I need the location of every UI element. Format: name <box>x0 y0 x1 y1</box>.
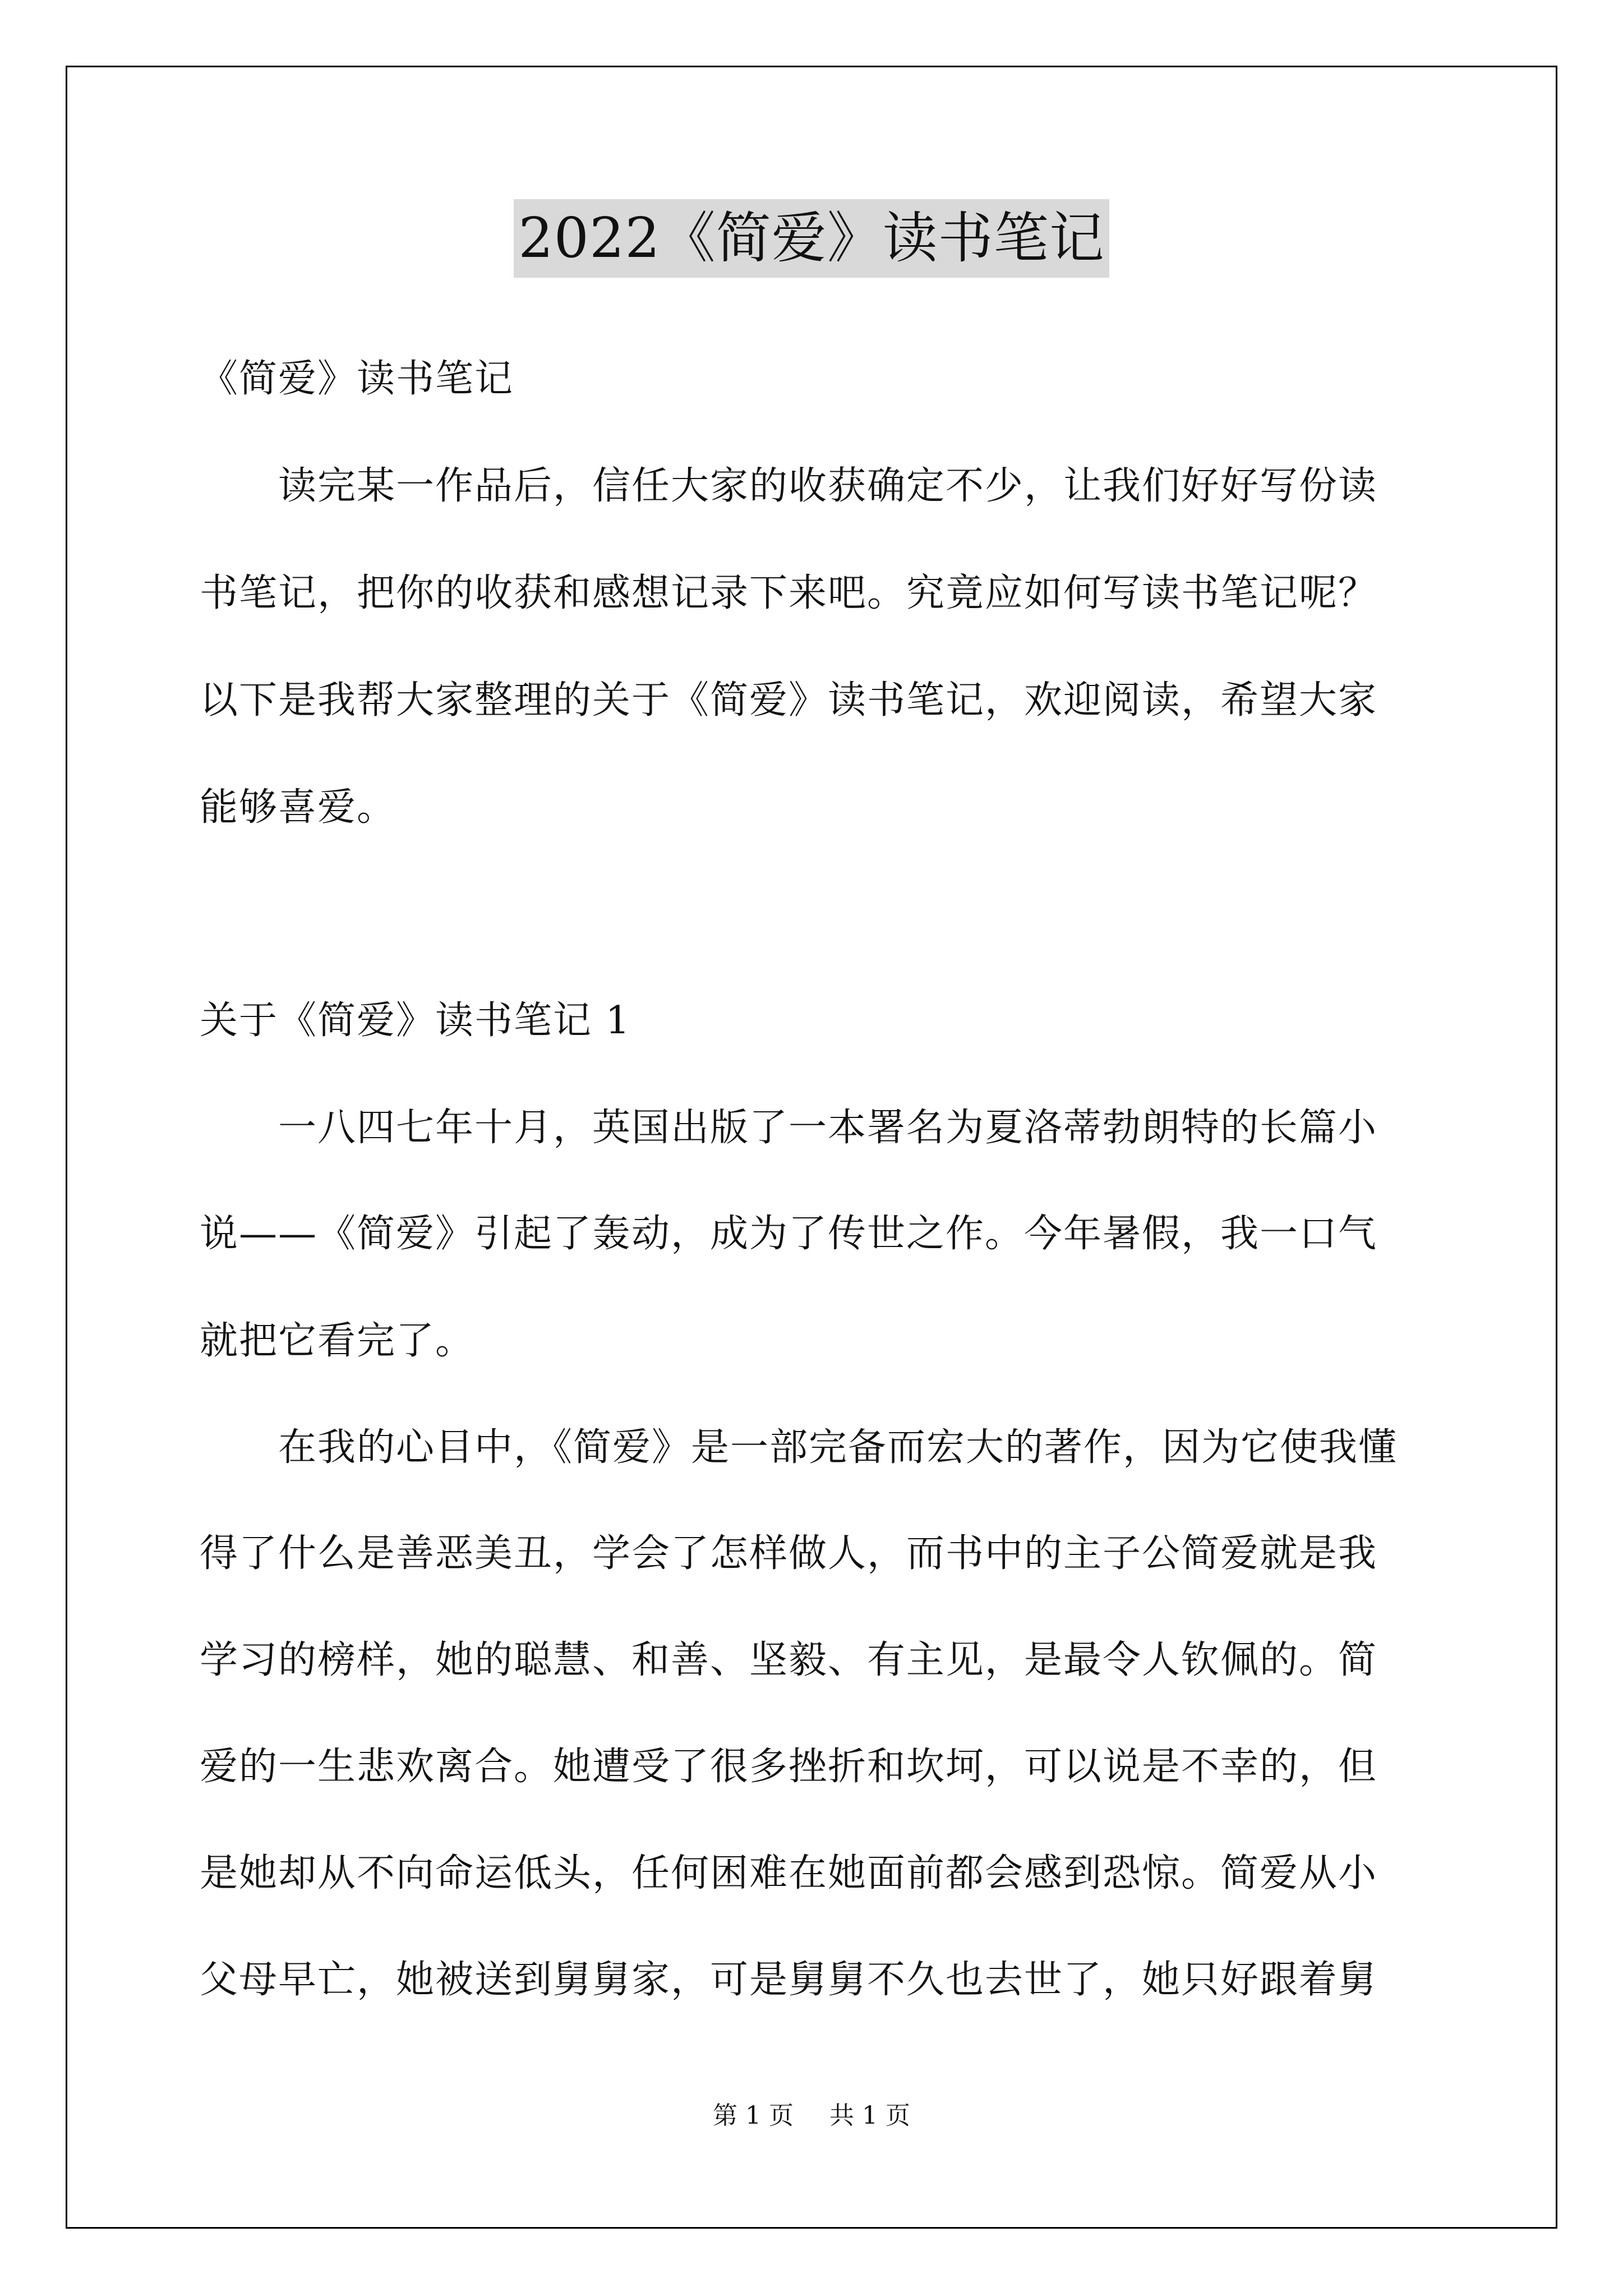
document-title: 2022《简爱》读书笔记 <box>514 199 1109 278</box>
title-container <box>0 199 1623 278</box>
paragraph-line: 得了什么是善恶美丑，学会了怎样做人，而书中的主子公简爱就是我 <box>200 1531 1378 1576</box>
intro-line: 读完某一作品后，信任大家的收获确定不少，让我们好好写份读 <box>278 464 1378 508</box>
paragraph-line: 说——《简爱》引起了轰动，成为了传世之作。今年暑假，我一口气 <box>200 1212 1378 1256</box>
intro-line: 能够喜爱。 <box>200 785 396 830</box>
intro-line: 书笔记，把你的收获和感想记录下来吧。究竟应如何写读书笔记呢？ <box>200 571 1378 615</box>
paragraph-line: 爱的一生悲欢离合。她遭受了很多挫折和坎坷，可以说是不幸的，但 <box>200 1745 1378 1789</box>
page-number: 第 1 页 <box>713 2101 794 2130</box>
paragraph-line: 一八四七年十月，英国出版了一本署名为夏洛蒂勃朗特的长篇小 <box>278 1106 1378 1150</box>
paragraph-line: 父母早亡，她被送到舅舅家，可是舅舅不久也去世了，她只好跟着舅 <box>200 1958 1378 2002</box>
page-footer <box>0 2099 1623 2133</box>
page-total: 共 1 页 <box>829 2101 910 2130</box>
paragraph-line: 是她却从不向命运低头，任何困难在她面前都会感到恐惊。简爱从小 <box>200 1851 1378 1895</box>
subtitle: 《简爱》读书笔记 <box>200 357 514 401</box>
intro-line: 以下是我帮大家整理的关于《简爱》读书笔记，欢迎阅读，希望大家 <box>200 678 1378 723</box>
paragraph-line: 学习的榜样，她的聪慧、和善、坚毅、有主见，是最令人钦佩的。简 <box>200 1638 1378 1682</box>
section-heading: 关于《简爱》读书笔记 1 <box>200 999 631 1043</box>
paragraph-line: 就把它看完了。 <box>200 1319 475 1363</box>
paragraph-line: 在我的心目中，《简爱》是一部完备而宏大的著作，因为它使我懂 <box>278 1425 1398 1470</box>
